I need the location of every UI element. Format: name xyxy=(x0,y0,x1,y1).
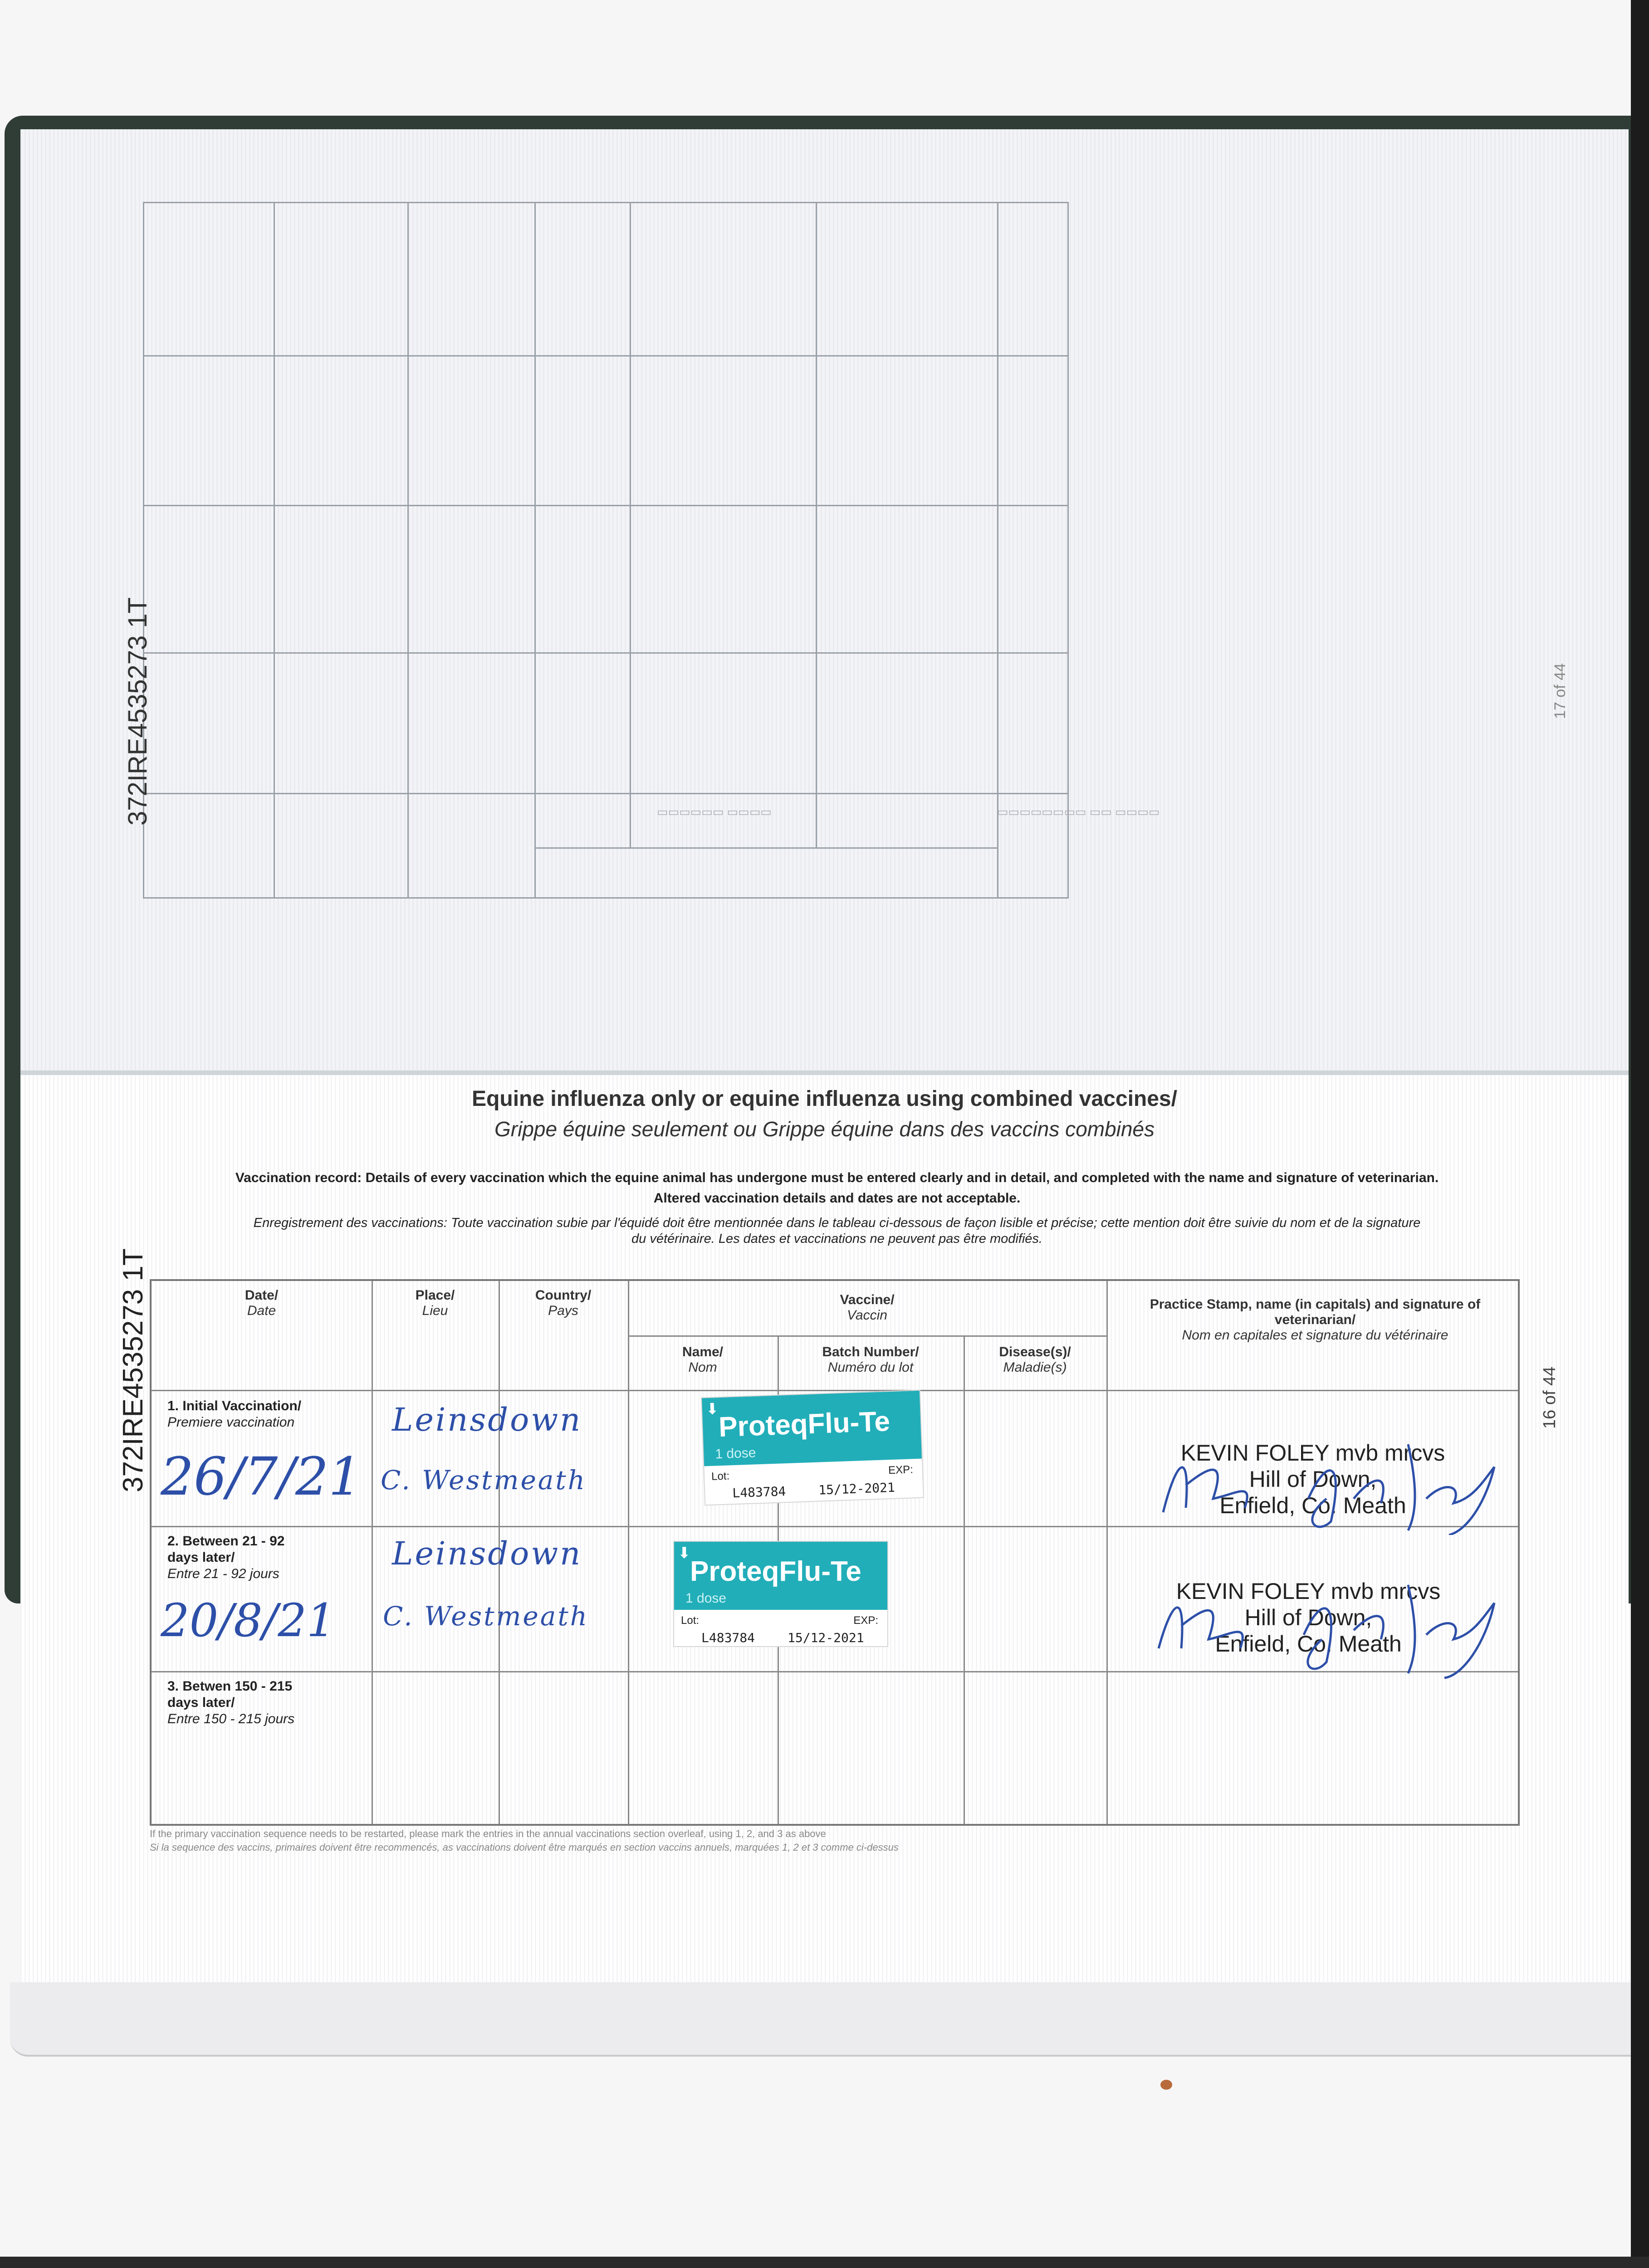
header-place: Place/ Lieu xyxy=(415,1288,455,1318)
handwritten-date: 20/8/21 xyxy=(161,1594,336,1647)
upper-passport-id: 372IRE4535273 1T xyxy=(123,597,152,826)
scanner-edge xyxy=(0,2257,1649,2268)
header-practice-stamp: Practice Stamp, name (in capitals) and signature of veterinarian/ Nom en capitales et signature du vétérinaire xyxy=(1150,1297,1481,1343)
practice-stamp: KEVIN FOLEY mvb mrcvs Hill of Down, Enfield, Co. Meath xyxy=(1176,1579,1441,1657)
plastic-sleeve xyxy=(10,1982,1631,2057)
vaccination-table xyxy=(150,1279,1520,1826)
ink-stain xyxy=(1160,2080,1172,2090)
footnote-french: Si la sequence des vaccins, primaires doivent être recommencés, as vaccinations doivent être marqués en section vaccins annuels, marquées 1, 2 et 3 comme ci-dessus xyxy=(150,1842,899,1853)
scanner-edge xyxy=(1631,0,1649,2268)
practice-stamp: KEVIN FOLEY mvb mrcvs Hill of Down, Enfield, Co. Meath xyxy=(1180,1440,1445,1518)
header-vaccine: Vaccine/ Vaccin xyxy=(840,1292,895,1323)
header-date: Date/ Date xyxy=(245,1288,279,1318)
intro-text-french-note: du vétérinaire. Les dates et vaccinations ne peuvent pas être modifiés. xyxy=(631,1232,1042,1246)
vaccine-sticker: ⬇ ProteqFlu-Te 1 dose Lot: EXP: L483784 15/12-2021 xyxy=(701,1390,924,1506)
header-disease: Disease(s)/ Maladie(s) xyxy=(999,1344,1071,1375)
header-vaccine-name: Name/ Nom xyxy=(682,1344,724,1375)
upper-page-number: 17 of 44 xyxy=(1551,663,1569,719)
handwritten-place-county: C. Westmeath xyxy=(383,1601,589,1632)
upper-vaccination-table: ▭▭▭▭ ▭▭ ▭▭▭▭▭▭▭▭ ▭▭▭▭ ▭▭▭▭▭▭ xyxy=(143,202,1069,899)
intro-text-note: Altered vaccination details and dates are not acceptable. xyxy=(653,1191,1021,1206)
handwritten-place: Leinsdown xyxy=(392,1401,582,1438)
intro-text-french: Enregistrement des vaccinations: Toute vaccination subie par l'équidé doit être mentionnée dans le tableau ci-dessous de façon lisible et précise; cette mention doit être suivie du nom et de la signature xyxy=(253,1216,1421,1230)
lower-passport-id: 372IRE4535273 1T xyxy=(117,1248,149,1492)
intro-text: Vaccination record: Details of every vaccination which the equine animal has undergone must be entered clearly and in detail, and completed with the name and signature of veterinarian. xyxy=(235,1170,1439,1185)
header-batch-number: Batch Number/ Numéro du lot xyxy=(822,1344,919,1375)
vaccine-sticker: ⬇ ProteqFlu-Te 1 dose Lot: EXP: L483784 15/12-2021 xyxy=(673,1541,888,1647)
veterinarian-signature xyxy=(1127,1571,1512,1680)
handwritten-place-county: C. Westmeath xyxy=(381,1465,587,1496)
row-label-second: 2. Between 21 - 92 days later/ Entre 21 - 92 jours xyxy=(167,1534,285,1581)
handwritten-date: 26/7/21 xyxy=(161,1447,362,1507)
footnote: If the primary vaccination sequence needs to be restarted, please mark the entries in the annual vaccinations section overleaf, using 1, 2, and 3 as above xyxy=(150,1828,826,1839)
row-label-initial: 1. Initial Vaccination/ Premiere vaccination xyxy=(167,1398,302,1430)
page-title: Equine influenza only or equine influenza using combined vaccines/ xyxy=(472,1087,1177,1111)
handwritten-place: Leinsdown xyxy=(392,1535,582,1572)
header-country: Country/ Pays xyxy=(535,1288,592,1318)
veterinarian-signature xyxy=(1136,1431,1522,1535)
page-title-french: Grippe équine seulement ou Grippe équine dans des vaccins combinés xyxy=(494,1117,1155,1141)
lower-page-number: 16 of 44 xyxy=(1540,1366,1559,1429)
row-label-third: 3. Betwen 150 - 215 days later/ Entre 150 - 215 jours xyxy=(167,1679,295,1726)
down-arrow-icon: ⬇ xyxy=(705,1400,719,1418)
down-arrow-icon: ⬇ xyxy=(678,1545,691,1562)
